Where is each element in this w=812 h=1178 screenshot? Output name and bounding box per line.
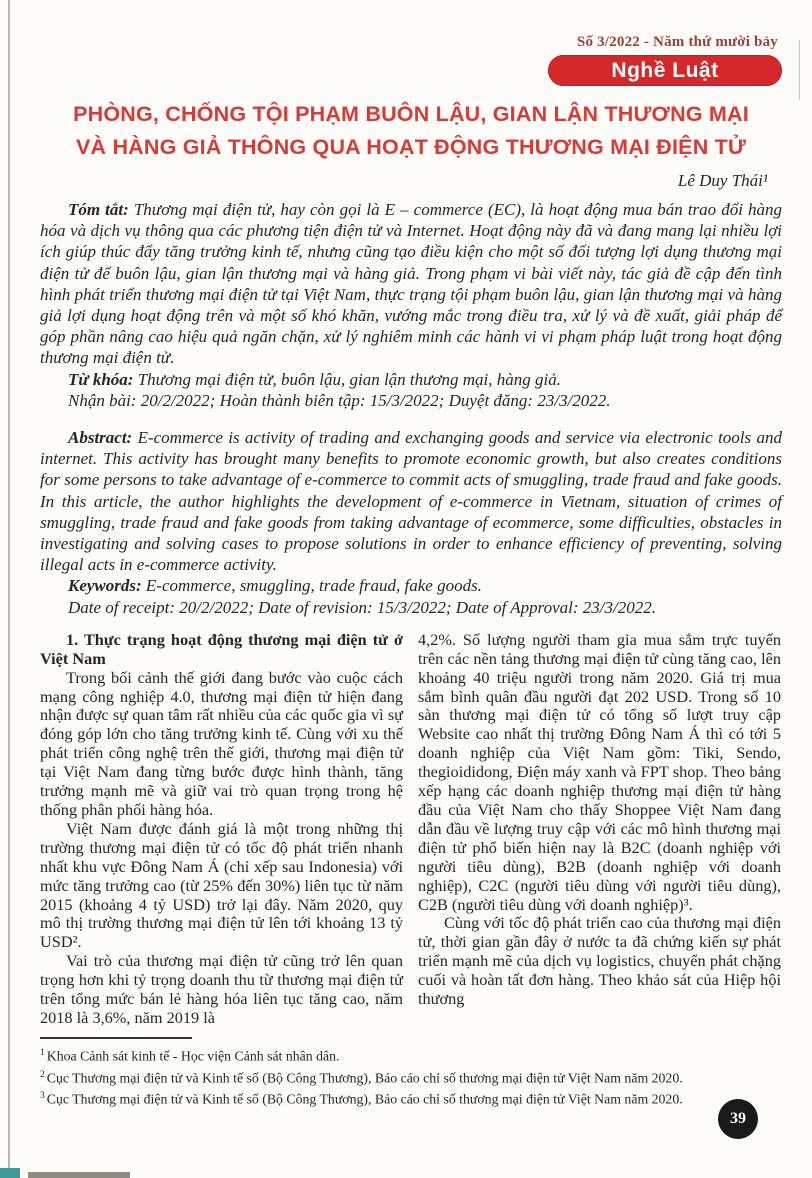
body-paragraph: Cùng với tốc độ phát triển cao của thương mại điện tử, thời gian gần đây ở nước ta đã chứng kiến sự phát triển mạnh mẽ của dịch vụ logistics, chuyển phát chặng cuối và hoàn tất đơn hàng. Theo khảo sát của Hiệp hội thương: [418, 913, 781, 1009]
footnote-divider-rule: [40, 1037, 192, 1039]
journal-issue-line: Số 3/2022 - Năm thứ mười bảy: [576, 34, 778, 50]
footnote-3: [40, 1087, 782, 1109]
keywords-vi-label: Từ khóa:: [68, 369, 138, 389]
footnote-1-marker: 1: [40, 1047, 45, 1058]
footnote-1: [40, 1044, 782, 1066]
body-two-columns: [40, 631, 782, 1028]
body-paragraph: Trong bối cảnh thế giới đang bước vào cuộc cách mạng công nghiệp 4.0, thương mại điện tử hiện đang nhận được sự quan tâm rất nhiều của các quốc gia vì sự đóng góp lớn cho tăng trưởng kinh tế. Cùng với xu thế phát triển công nghệ trên thế giới, thương mại điện tử tại Việt Nam đang từng bước được hình thành, tăng trưởng mạnh mẽ và giữ vai trò quan trọng trong hệ thống phân phối hàng hóa.: [40, 667, 403, 820]
dates-en-line: Date of receipt: 20/2/2022; Date of revision: 15/3/2022; Date of Approval: 23/3/2022.: [68, 597, 656, 617]
footnotes: [40, 1037, 782, 1109]
body-left-column: [40, 631, 403, 1028]
scan-artifact-line: [799, 40, 800, 100]
journal-badge: [548, 55, 782, 86]
footnote-3-marker: 3: [40, 1091, 45, 1102]
section-heading: 1. Thực trạng hoạt động thương mại điện tử ở Việt Nam: [40, 629, 403, 668]
abstract-en-label: Abstract:: [68, 428, 138, 448]
journal-badge-label: Nghề Luật: [611, 58, 719, 82]
author-name: Lê Duy Thái¹: [677, 171, 768, 190]
footnote-2-marker: 2: [40, 1069, 45, 1080]
abstract-vi-text: Thương mại điện tử, hay còn gọi là E – commerce (EC), là hoạt động mua bán trao đổi hàng hóa và dịch vụ thông qua các phương tiện điện tử và Internet. Hoạt động này đã và đang mang lại nhiều lợi ích giúp thúc đẩy tăng trưởng kinh tế, nhưng cũng tạo điều kiện cho một số đối tượng lợi dụng thương mại điện tử để buôn lậu, gian lận thương mại và hàng giả. Trong phạm vi bài viết này, tác giả đề cập đến tình hình phát triển thương mại điện tử tại Việt Nam, thực trạng tội phạm buôn lậu, gian lận thương mại và hàng giả lợi dụng hoạt động trên và một số khó khăn, vướng mắc trong điều tra, xử lý và đề xuất, giải pháp để góp phần nâng cao hiệu quả ngăn chặn, xử lý nghiêm minh các hành vi vi phạm pháp luật trong hoạt động thương mại điện tử.: [40, 200, 782, 368]
article-title-line-2: VÀ HÀNG GIẢ THÔNG QUA HOẠT ĐỘNG THƯƠNG MẠI ĐIỆN TỬ: [76, 135, 746, 159]
abstract-vi-paragraph: [40, 199, 782, 369]
dates-vi-line: Nhận bài: 20/2/2022; Hoàn thành biên tập: 15/3/2022; Duyệt đăng: 23/3/2022.: [68, 390, 611, 410]
scan-corner-grey-mark: [28, 1172, 130, 1178]
footnote-3-text: Cục Thương mại điện tử và Kinh tế số (Bộ Công Thương), Báo cáo chỉ số thương mại điện tử Việt Nam năm 2020.: [46, 1092, 683, 1108]
abstract-en-paragraph: [40, 427, 782, 575]
keywords-en-line: [40, 575, 782, 596]
body-paragraph: Việt Nam được đánh giá là một trong những thị trường thương mại điện tử có tốc độ phát triển nhanh nhất khu vực Đông Nam Á (chỉ xếp sau Indonesia) với mức tăng trưởng cao (từ 25% đến 30%) liên tục từ năm 2015 (khoảng 4 tỷ USD) trở lại đây. Năm 2020, quy mô thị trường thương mại điện tử lên tới khoảng 13 tỷ USD².: [40, 818, 403, 952]
keywords-vi-text: Thương mại điện tử, buôn lậu, gian lận thương mại, hàng giả.: [137, 369, 561, 389]
body-right-column: [418, 631, 781, 1028]
footnote-2-text: Cục Thương mại điện tử và Kinh tế số (Bộ Công Thương), Báo cáo chỉ số thương mại điện tử Việt Nam năm 2020.: [46, 1070, 683, 1086]
keywords-en-text: E-commerce, smuggling, trade fraud, fake goods.: [145, 576, 482, 596]
page-left-edge-line: [8, 0, 10, 1178]
abstract-english: [40, 427, 782, 618]
abstract-vietnamese: [40, 199, 782, 411]
footnote-1-text: Khoa Cảnh sát kinh tế - Học viện Cảnh sát nhân dân.: [46, 1048, 340, 1064]
abstract-en-text: E-commerce is activity of trading and exchanging goods and service via electronic tools and internet. This activity has brought many benefits to promote economic growth, but also creates conditions for some persons to take advantage of e-commerce to commit acts of smuggling, trade fraud and fake goods. In this article, the author highlights the development of e-commerce in Vietnam, situation of crimes of smuggling, trade fraud and fake goods from taking advantage of ecommerce, some difficulties, obstacles in investigating and solving cases to propose solutions in order to enhance efficiency of preventing, solving illegal acts in e-commerce activity.: [40, 428, 782, 575]
keywords-en-label: Keywords:: [68, 576, 146, 596]
keywords-vi-line: [40, 369, 782, 390]
scan-corner-teal-mark: [0, 1168, 20, 1178]
body-paragraph-continuation: 4,2%. Số lượng người tham gia mua sắm trực tuyến trên các nền tảng thương mại điện tử cùng tăng cao, lên khoảng 40 triệu người trong năm 2020. Giá trị mua sắm bình quân đầu người đạt 202 USD. Trong số 10 sàn thương mại điện tử có tổng số lượt truy cập Website cao nhất thị trường Đông Nam Á thì có tới 5 doanh nghiệp của Việt Nam gồm: Tiki, Sendo, thegioididong, Điện máy xanh và FPT shop. Theo bảng xếp hạng các doanh nghiệp thương mại điện tử hàng đầu của Việt Nam cho thấy Shoppee Việt Nam đang dẫn đầu về lượng truy cập với các mô hình thương mại điện tử phổ biến hiện nay là B2C (doanh nghiệp với người tiêu dùng), B2B (doanh nghiệp với doanh nghiệp), C2C (người tiêu dùng với người tiêu dùng), C2B (người tiêu dùng với doanh nghiệp)³.: [418, 629, 781, 914]
footnote-2: [40, 1066, 782, 1088]
body-paragraph: Vai trò của thương mại điện tử cũng trở lên quan trọng hơn khi tỷ trọng doanh thu từ thương mại điện tử trên tổng mức bán lẻ hàng hóa liên tục tăng cao, năm 2018 là 3,6%, năm 2019 là: [40, 951, 403, 1027]
page-number: 39: [730, 1110, 746, 1127]
article-title-line-1: PHÒNG, CHỐNG TỘI PHẠM BUÔN LẬU, GIAN LẬN THƯƠNG MẠI: [73, 102, 749, 126]
page-content: [40, 0, 782, 1109]
abstract-vi-label: Tóm tắt:: [68, 200, 134, 219]
article-title: [40, 98, 782, 164]
page-number-badge: [718, 1099, 758, 1139]
